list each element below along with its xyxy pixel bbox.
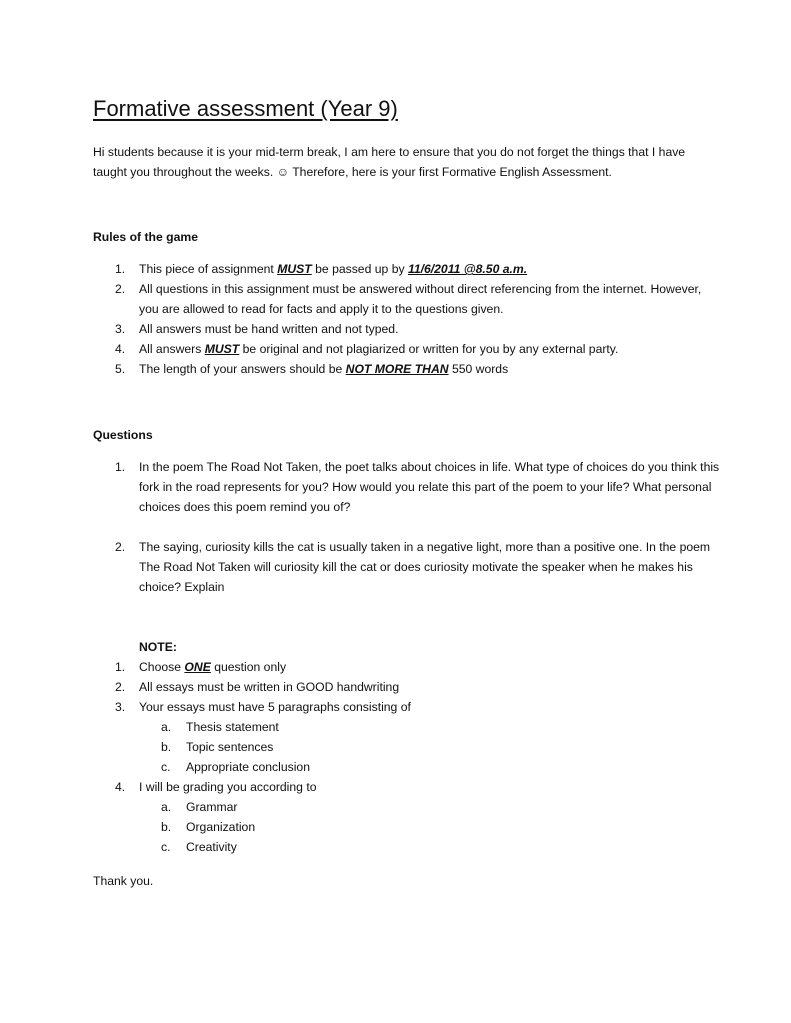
note-subtext: Organization: [186, 820, 256, 834]
list-number: 4.: [115, 342, 126, 356]
closing-text: Thank you.: [93, 874, 154, 888]
note-item: [93, 777, 723, 797]
list-letter: a.: [161, 800, 172, 814]
document-title: Formative assessment (Year 9): [93, 96, 398, 121]
note-emphasis: ONE: [184, 660, 211, 674]
note-subitem: [93, 837, 723, 857]
note-text: I will be grading you according to: [139, 780, 317, 794]
rule-text: All questions in this assignment must be answered without direct referencing from the internet. However, you are allowed to read for facts and apply it to the questions given.: [139, 282, 702, 316]
note-subtext: Thesis statement: [186, 720, 279, 734]
list-number: 4.: [115, 780, 126, 794]
list-number: 2.: [115, 540, 126, 554]
rule-emphasis: MUST: [277, 262, 312, 276]
note-subtext: Appropriate conclusion: [186, 760, 310, 774]
rule-text: All answers must be hand written and not typed.: [139, 322, 399, 336]
list-letter: b.: [161, 740, 172, 754]
note-subitem: [93, 717, 723, 737]
list-number: 5.: [115, 362, 126, 376]
note-subitem: [93, 797, 723, 817]
note-text: Your essays must have 5 paragraphs consisting of: [139, 700, 411, 714]
list-letter: b.: [161, 820, 172, 834]
note-subitem: [93, 757, 723, 777]
note-item: [93, 677, 723, 697]
note-text: question only: [210, 660, 287, 674]
list-number: 3.: [115, 700, 126, 714]
rule-text: be passed up by: [311, 262, 408, 276]
question-text: In the poem The Road Not Taken, the poet talks about choices in life. What type of choices do you think this fork in the road represents for you? How would you relate this part of the poem to your life? What personal choices does this poem remind you of?: [139, 460, 720, 514]
note-text: Choose: [139, 660, 185, 674]
rules-heading: Rules of the game: [93, 230, 198, 244]
rule-text: The length of your answers should be: [139, 362, 346, 376]
note-subitem: [93, 737, 723, 757]
list-number: 2.: [115, 282, 126, 296]
note-text: All essays must be written in GOOD handwriting: [139, 680, 400, 694]
rule-text: This piece of assignment: [139, 262, 278, 276]
rules-list: [93, 259, 723, 379]
list-number: 2.: [115, 680, 126, 694]
question-text: The saying, curiosity kills the cat is usually taken in a negative light, more than a positive one. In the poem The Road Not Taken will curiosity kill the cat or does curiosity motivate the speaker when he makes his choice? Explain: [139, 540, 711, 594]
note-subtext: Topic sentences: [186, 740, 274, 754]
rule-item: [93, 319, 723, 339]
note-item: [93, 657, 723, 677]
intro-paragraph: Hi students because it is your mid-term break, I am here to ensure that you do not forget the things that I have taught you throughout the weeks. ☺ Therefore, here is your first Formative English Assessment.: [93, 145, 686, 179]
list-number: 1.: [115, 262, 126, 276]
rule-deadline: 11/6/2011 @8.50 a.m.: [407, 262, 528, 276]
list-number: 1.: [115, 460, 126, 474]
note-heading: NOTE:: [139, 640, 177, 654]
rule-text: be original and not plagiarized or written for you by any external party.: [239, 342, 619, 356]
questions-heading: Questions: [93, 428, 153, 442]
rule-item: [93, 359, 723, 379]
rule-item: [93, 339, 723, 359]
rule-emphasis: NOT MORE THAN: [345, 362, 449, 376]
list-number: 3.: [115, 322, 126, 336]
note-subtext: Grammar: [186, 800, 238, 814]
rule-item: [93, 259, 723, 279]
rule-item: [93, 279, 723, 319]
list-number: 1.: [115, 660, 126, 674]
rule-emphasis: MUST: [204, 342, 240, 356]
rule-text: All answers: [139, 342, 205, 356]
question-item: [93, 537, 723, 597]
note-item: [93, 697, 723, 717]
list-letter: a.: [161, 720, 172, 734]
note-subtext: Creativity: [186, 840, 237, 854]
list-letter: c.: [161, 840, 171, 854]
note-list: [93, 637, 723, 857]
questions-list: [93, 457, 723, 597]
list-letter: c.: [161, 760, 171, 774]
question-item: [93, 457, 723, 517]
rule-text: 550 words: [448, 362, 509, 376]
note-subitem: [93, 817, 723, 837]
